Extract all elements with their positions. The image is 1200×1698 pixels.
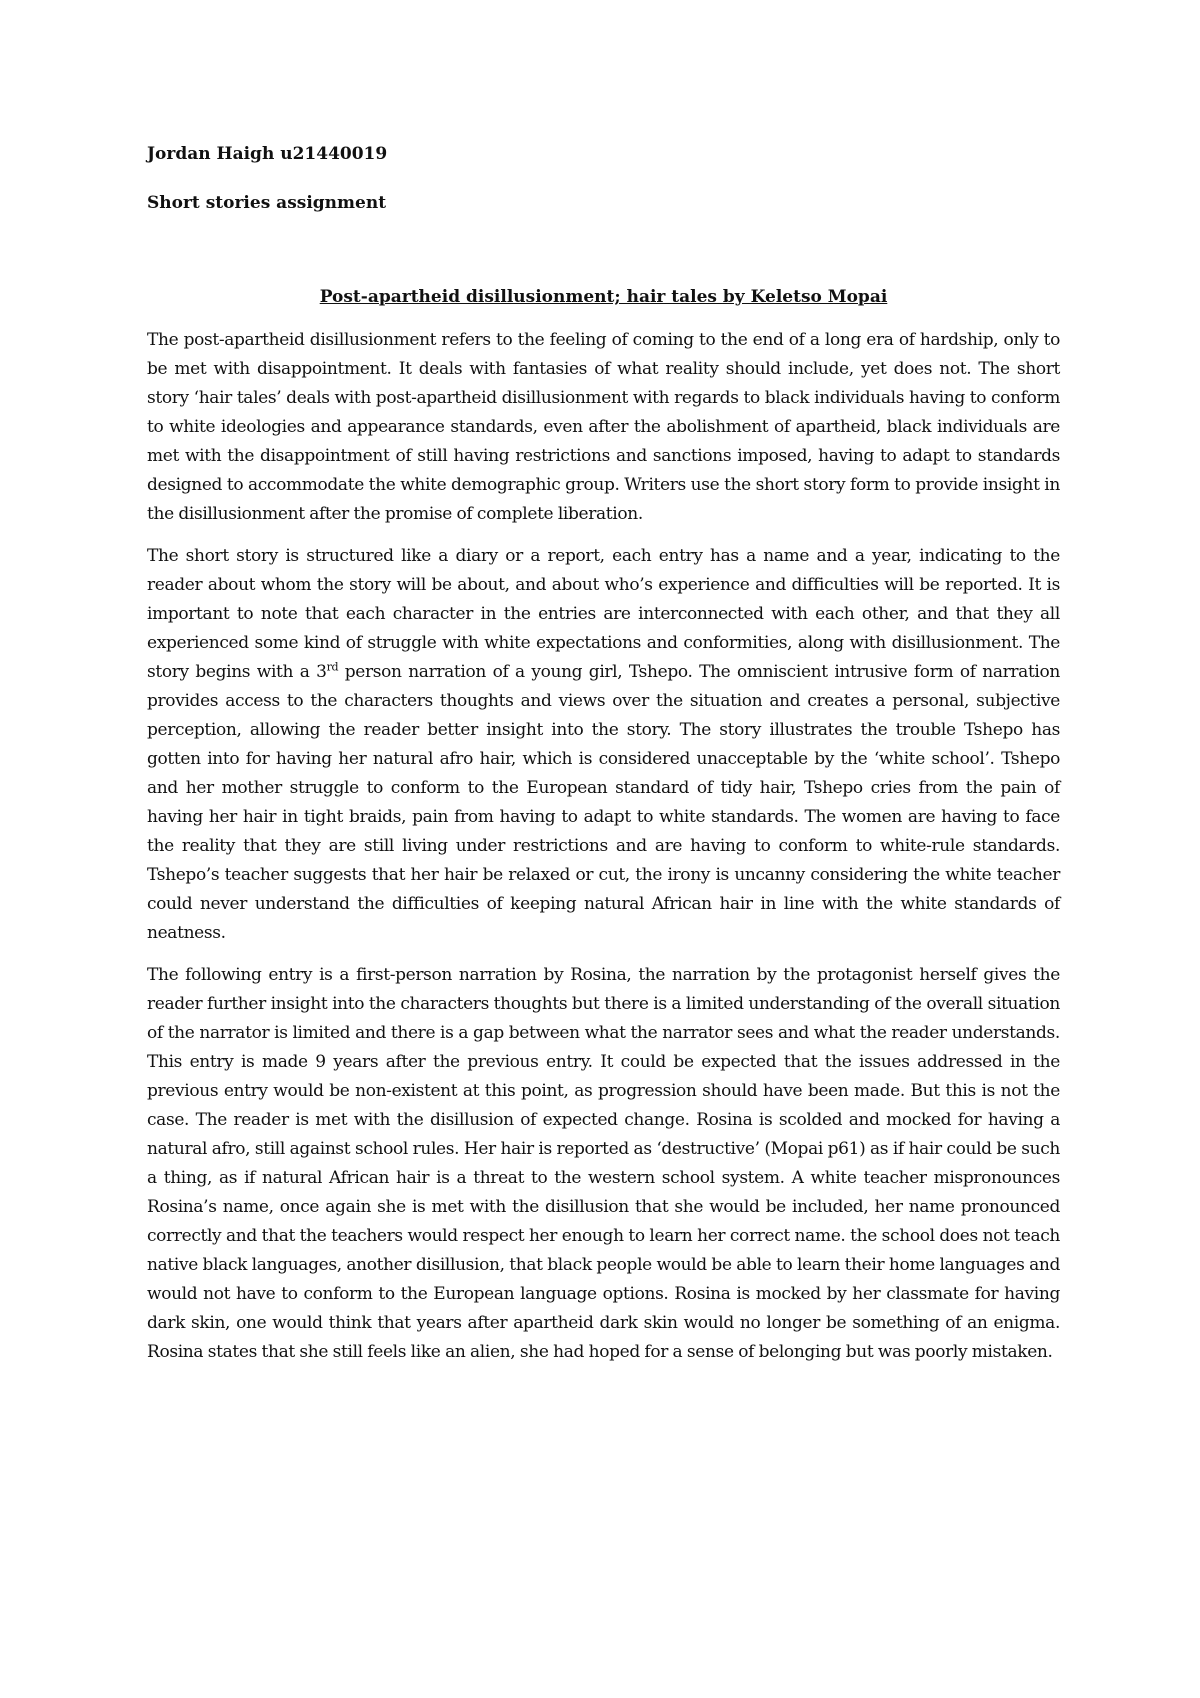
paragraph-structure [147,542,1060,948]
paragraph-structure-part-a: The short story is structured like a diary or a report, each entry has a name and a year, indicating to the reader about whom the story will be about, and about who’s experience and difficulties will be reported. It is important to note that each character in the entries are interconnected with each other, and that they all experienced some kind of struggle with white expectations and conformities, along with disillusionment. The story begins with a 3 [147,546,1060,682]
author-line: Jordan Haigh u21440019 [147,144,388,164]
document-page [147,142,1060,1380]
ordinal-superscript: rd [326,660,339,674]
paragraph-rosina: The following entry is a first-person narration by Rosina, the narration by the protagonist herself gives the reader further insight into the characters thoughts but there is a limited understanding of the overall situation of the narrator is limited and there is a gap between what the narrator sees and what the reader understands. This entry is made 9 years after the previous entry. It could be expected that the issues addressed in the previous entry would be non-existent at this point, as progression should have been made. But this is not the case. The reader is met with the disillusion of expected change. Rosina is scolded and mocked for having a natural afro, still against school rules. Her hair is reported as ‘destructive’ (Mopai p61) as if hair could be such a thing, as if natural African hair is a threat to the western school system. A white teacher mispronounces Rosina’s name, once again she is met with the disillusion that she would be included, her name pronounced correctly and that the teachers would respect her enough to learn her correct name. the school does not teach native black languages, another disillusion, that black people would be able to learn their home languages and would not have to conform to the European language options. Rosina is mocked by her classmate for having dark skin, one would think that years after apartheid dark skin would no longer be something of an enigma. Rosina states that she still feels like an alien, she had hoped for a sense of belonging but was poorly mistaken. [147,965,1060,1362]
paragraph-structure-part-b: person narration of a young girl, Tshepo. The omniscient intrusive form of narration provides access to the characters thoughts and views over the situation and creates a personal, subjective perception, allowing the reader better insight into the story. The story illustrates the trouble Tshepo has gotten into for having her natural afro hair, which is considered unacceptable by the ‘white school’. Tshepo and her mother struggle to conform to the European standard of tidy hair, Tshepo cries from the pain of having her hair in tight braids, pain from having to adapt to white standards. The women are having to face the reality that they are still living under restrictions and are having to conform to white-rule standards. Tshepo’s teacher suggests that her hair be relaxed or cut, the irony is uncanny considering the white teacher could never understand the difficulties of keeping natural African hair in line with the white standards of neatness. [147,662,1060,943]
assignment-line: Short stories assignment [147,193,387,213]
paragraph-intro: The post-apartheid disillusionment refers to the feeling of coming to the end of a long era of hardship, only to be met with disappointment. It deals with fantasies of what reality should include, yet does not. The short story ‘hair tales’ deals with post-apartheid disillusionment with regards to black individuals having to conform to white ideologies and appearance standards, even after the abolishment of apartheid, black individuals are met with the disappointment of still having restrictions and sanctions imposed, having to adapt to standards designed to accommodate the white demographic group. Writers use the short story form to provide insight in the disillusionment after the promise of complete liberation. [147,330,1060,524]
essay-title: Post-apartheid disillusionment; hair tales by Keletso Mopai [319,287,888,307]
